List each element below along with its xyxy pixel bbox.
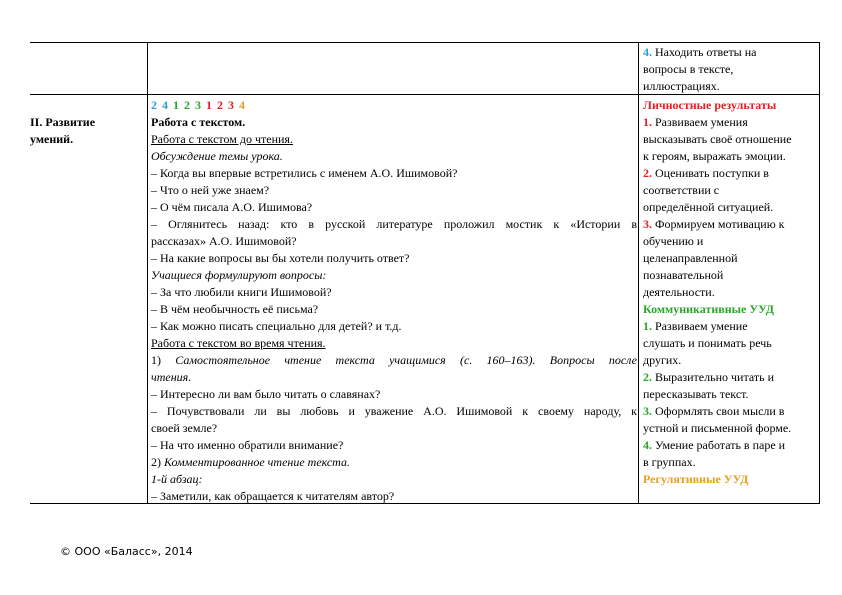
result-text: в группах.: [643, 455, 696, 469]
question: – Интересно ли вам было читать о славянах?: [151, 387, 381, 401]
digit: 2: [151, 98, 157, 112]
digit: 2: [217, 98, 223, 112]
item-number: 2.: [643, 370, 652, 384]
results-cell: [643, 97, 821, 488]
result-text: Развиваем умение: [652, 319, 748, 333]
question: – Почувствовали ли вы любовь и уважение А.О. Ишимовой к своему народу, к: [151, 404, 637, 418]
result-text: вопросы в тексте,: [643, 62, 734, 76]
digit: 1: [173, 98, 179, 112]
step-number: 2): [151, 455, 164, 469]
question: рассказах» А.О. Ишимовой?: [151, 234, 297, 248]
digit: 3: [228, 98, 234, 112]
stage-cell: [30, 114, 148, 148]
item-number: 1.: [643, 319, 652, 333]
result-text: Выразительно читать и: [652, 370, 775, 384]
item-number: 1.: [643, 115, 652, 129]
digit: 4: [162, 98, 168, 112]
item-number: 4.: [643, 45, 652, 59]
item-number: 2.: [643, 166, 652, 180]
result-text: пересказывать текст.: [643, 387, 749, 401]
col-divider-1: [147, 42, 148, 504]
copyright-footer: © ООО «Баласс», 2014: [60, 545, 193, 558]
result-text: Оценивать поступки в: [652, 166, 769, 180]
result-text: обучению и: [643, 234, 704, 248]
result-text: Находить ответы на: [652, 45, 757, 59]
digit: 1: [206, 98, 212, 112]
table-top-border: [30, 42, 820, 43]
result-text: Формируем мотивацию к: [652, 217, 785, 231]
question: – Заметили, как обращается к читателям автор?: [151, 489, 395, 503]
step-number: 1): [151, 353, 176, 367]
italic-note: чтения.: [151, 370, 192, 384]
result-text: Оформлять свои мысли в: [652, 404, 785, 418]
subsection-heading: Работа с текстом до чтения.: [151, 132, 293, 146]
result-text: соответствии с: [643, 183, 720, 197]
italic-note: Обсуждение темы урока.: [151, 149, 283, 163]
subsection-heading: Работа с текстом во время чтения.: [151, 336, 326, 350]
result-text: высказывать своё отношение: [643, 132, 792, 146]
digit: 2: [184, 98, 190, 112]
result-text: устной и письменной форме.: [643, 421, 792, 435]
stage-title: II. Развитие: [30, 115, 96, 129]
result-text: Развиваем умения: [652, 115, 748, 129]
stage-title: умений.: [30, 132, 74, 146]
result-text: других.: [643, 353, 682, 367]
competency-digits: [151, 97, 637, 114]
question: – Оглянитесь назад: кто в русской литературе проложил мостик к «Истории в: [151, 217, 637, 231]
result-text: познавательной: [643, 268, 724, 282]
question: – На какие вопросы вы бы хотели получить ответ?: [151, 251, 410, 265]
regulatory-heading: Регулятивные УУД: [643, 472, 749, 486]
item-number: 4.: [643, 438, 652, 452]
item-number: 3.: [643, 404, 652, 418]
question: – Когда вы впервые встретились с именем А.О. Ишимовой?: [151, 166, 458, 180]
col-divider-2: [638, 42, 639, 504]
question: – За что любили книги Ишимовой?: [151, 285, 332, 299]
lesson-table: [30, 42, 820, 504]
personal-results-heading: Личностные результаты: [643, 98, 777, 112]
content-cell: [151, 97, 637, 505]
question: – В чём необычность её письма?: [151, 302, 319, 316]
italic-note: Комментированное чтение текста.: [164, 455, 350, 469]
row1-results-cell: [643, 44, 821, 95]
italic-note: 1-й абзац:: [151, 472, 203, 486]
communicative-heading: Коммуникативные УУД: [643, 302, 775, 316]
result-text: целенаправленной: [643, 251, 738, 265]
italic-note: Учащиеся формулируют вопросы:: [151, 268, 327, 282]
section-title: Работа с текстом.: [151, 115, 246, 129]
digit: 4: [239, 98, 245, 112]
question: – Как можно писать специально для детей? и т.д.: [151, 319, 402, 333]
result-text: иллюстрациях.: [643, 79, 720, 93]
digit: 3: [195, 98, 201, 112]
question: своей земле?: [151, 421, 218, 435]
result-text: к героям, выражать эмоции.: [643, 149, 786, 163]
question: – О чём писала А.О. Ишимова?: [151, 200, 313, 214]
item-number: 3.: [643, 217, 652, 231]
italic-note: Самостоятельное чтение текста учащимися (с. 160–163). Вопросы после: [175, 353, 638, 367]
question: – На что именно обратили внимание?: [151, 438, 344, 452]
result-text: деятельности.: [643, 285, 715, 299]
result-text: определённой ситуацией.: [643, 200, 774, 214]
result-text: слушать и понимать речь: [643, 336, 772, 350]
result-text: Умение работать в паре и: [652, 438, 786, 452]
question: – Что о ней уже знаем?: [151, 183, 270, 197]
